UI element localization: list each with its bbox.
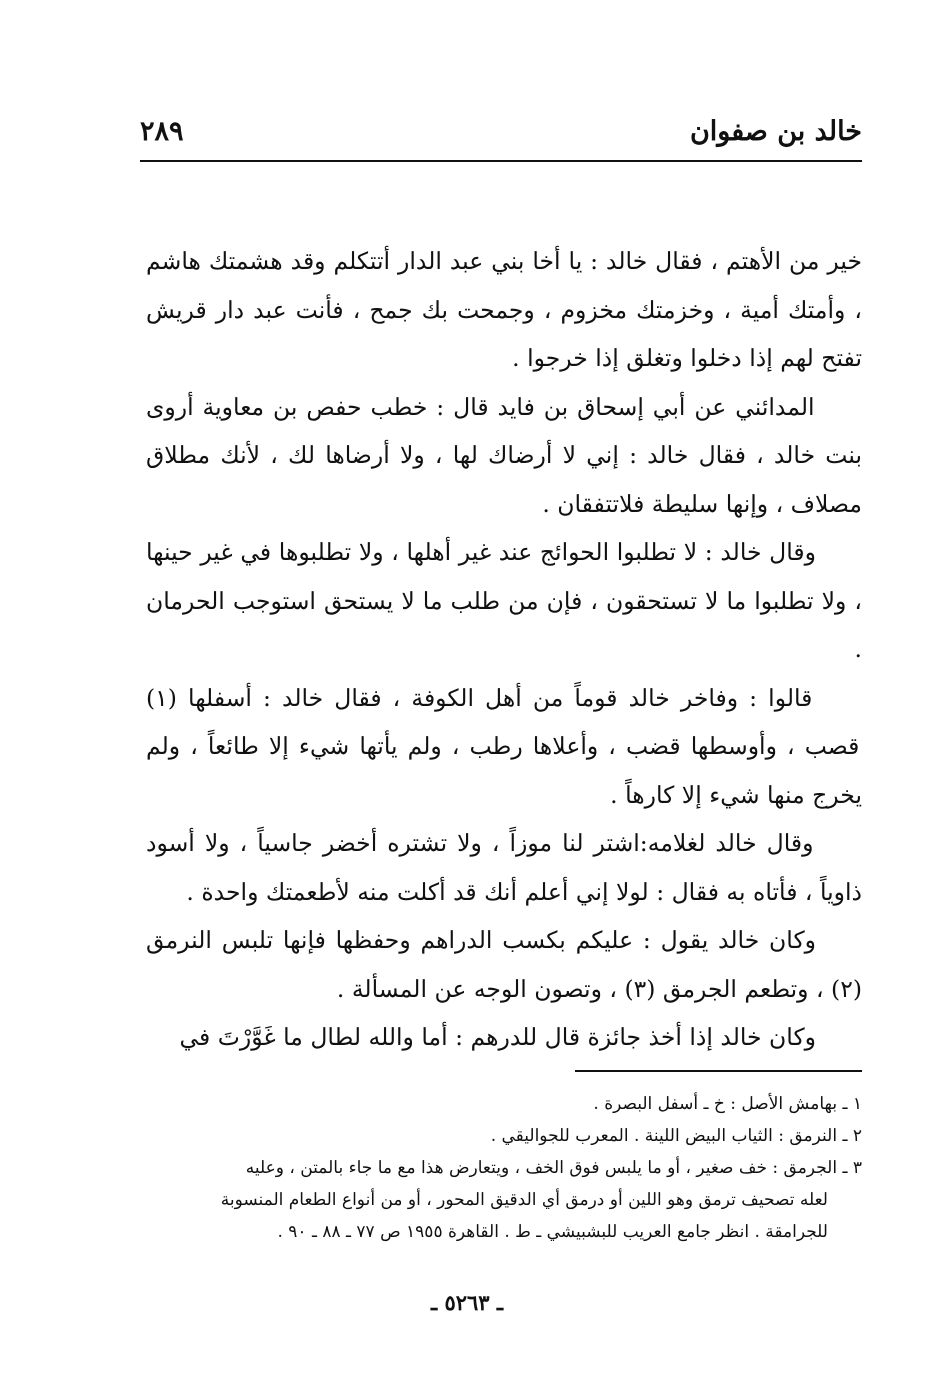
main-text: [146, 237, 862, 1062]
text-line: ذاوياً ، فأتاه به فقال : لولا إني أعلم أنك قد أكلت منه لأطعمتك واحدة .: [186, 877, 862, 906]
paragraph: [146, 383, 862, 529]
page-number: ٢٨٩: [140, 116, 184, 147]
text-line: حينها ، ولا تطلبوا ما لا تستحقون ، فإن من طلب ما لا يستحق استوجب: [146, 538, 862, 615]
text-line: قصب ، وأوسطها قضب ، وأعلاها رطب ، ولم يأتها شيء إلا طائعاً ، ولم: [146, 732, 860, 760]
text-line: وقال خالد لغلامه:اشتر لنا موزاً ، ولا تشتره أخضر جاسياً ، ولا أسود: [146, 829, 814, 857]
text-line: النرمق (٢) ، وتطعم الجرمق (٣) ، وتصون الوجه عن المسألة .: [146, 926, 862, 1003]
text-line: مطلاق مصلاف ، وإنها سليطة فلاتتفقان .: [146, 441, 862, 518]
text-line: وقال خالد : لا تطلبوا الحوائج عند غير أهلها ، ولا تطلبوها في غير: [192, 538, 816, 566]
footnote: ٣ ـ الجرمق : خف صغير ، أو ما يلبس فوق الخف ، ويتعارض هذا مع ما جاء بالمتن ، وعليه: [245, 1158, 862, 1178]
paragraph: [146, 916, 862, 1013]
text-line: الحرمان .: [146, 586, 862, 663]
running-header: [140, 112, 862, 162]
text-line: بنت خالد ، فقال خالد : إني لا أرضاك لها ، ولا أرضاها لك ، لأنك: [210, 441, 862, 469]
header-divider: [140, 160, 862, 162]
text-line: خير من الأهتم ، فقال خالد : يا أخا بني عبد الدار أتتكلم وقد هشمتك: [200, 247, 862, 275]
text-line: هاشم ، وأمتك أمية ، وخزمتك مخزوم ، وجمحت بك جمح ، فأنت عبد دار: [146, 247, 862, 324]
text-line: المدائني عن أبي إسحاق بن فايد قال : خطب حفص بن معاوية أروى: [146, 392, 815, 421]
paragraph: [146, 674, 862, 820]
footnote-continuation: للجرامقة . انظر جامع العريب للبشبيشي ـ ط . القاهرة ١٩٥٥ ص ٧٧ ـ ٨٨ ـ ٩٠ .: [277, 1222, 828, 1242]
text-line: قالوا : وفاخر خالد قوماً من أهل الكوفة ، فقال خالد : أسفلها (١): [146, 683, 813, 712]
footnotes: [146, 1088, 862, 1248]
page-code: ـ ٥٢٦٣ ـ: [430, 1290, 504, 1315]
running-title: خالد بن صفوان: [689, 116, 862, 147]
paragraph: [146, 237, 862, 383]
footnote: ٢ ـ النرمق : الثياب البيض اللينة . المعرب للجواليقي .: [490, 1126, 862, 1146]
footnote-continuation: لعله تصحيف ترمق وهو اللين أو درمق أي الدقيق المحور ، أو من أنواع الطعام المنسوبة: [220, 1190, 828, 1210]
footnote-divider: [575, 1070, 862, 1072]
text-line: قريش تفتح لهم إذا دخلوا وتغلق إذا خرجوا .: [146, 295, 862, 372]
paragraph: [146, 1013, 862, 1062]
footnote: ١ ـ بهامش الأصل : خ ـ أسفل البصرة .: [593, 1094, 862, 1114]
text-line: وكان خالد يقول : عليكم بكسب الدراهم وحفظها فإنها تلبس: [211, 926, 816, 954]
text-line: يخرج منها شيء إلا كارهاً .: [610, 780, 862, 809]
paragraph: [146, 819, 862, 916]
paragraph: [146, 528, 862, 674]
text-line: وكان خالد إذا أخذ جائزة قال للدرهم : أما والله لطال ما غَوَّرْتَ في: [179, 1023, 816, 1051]
